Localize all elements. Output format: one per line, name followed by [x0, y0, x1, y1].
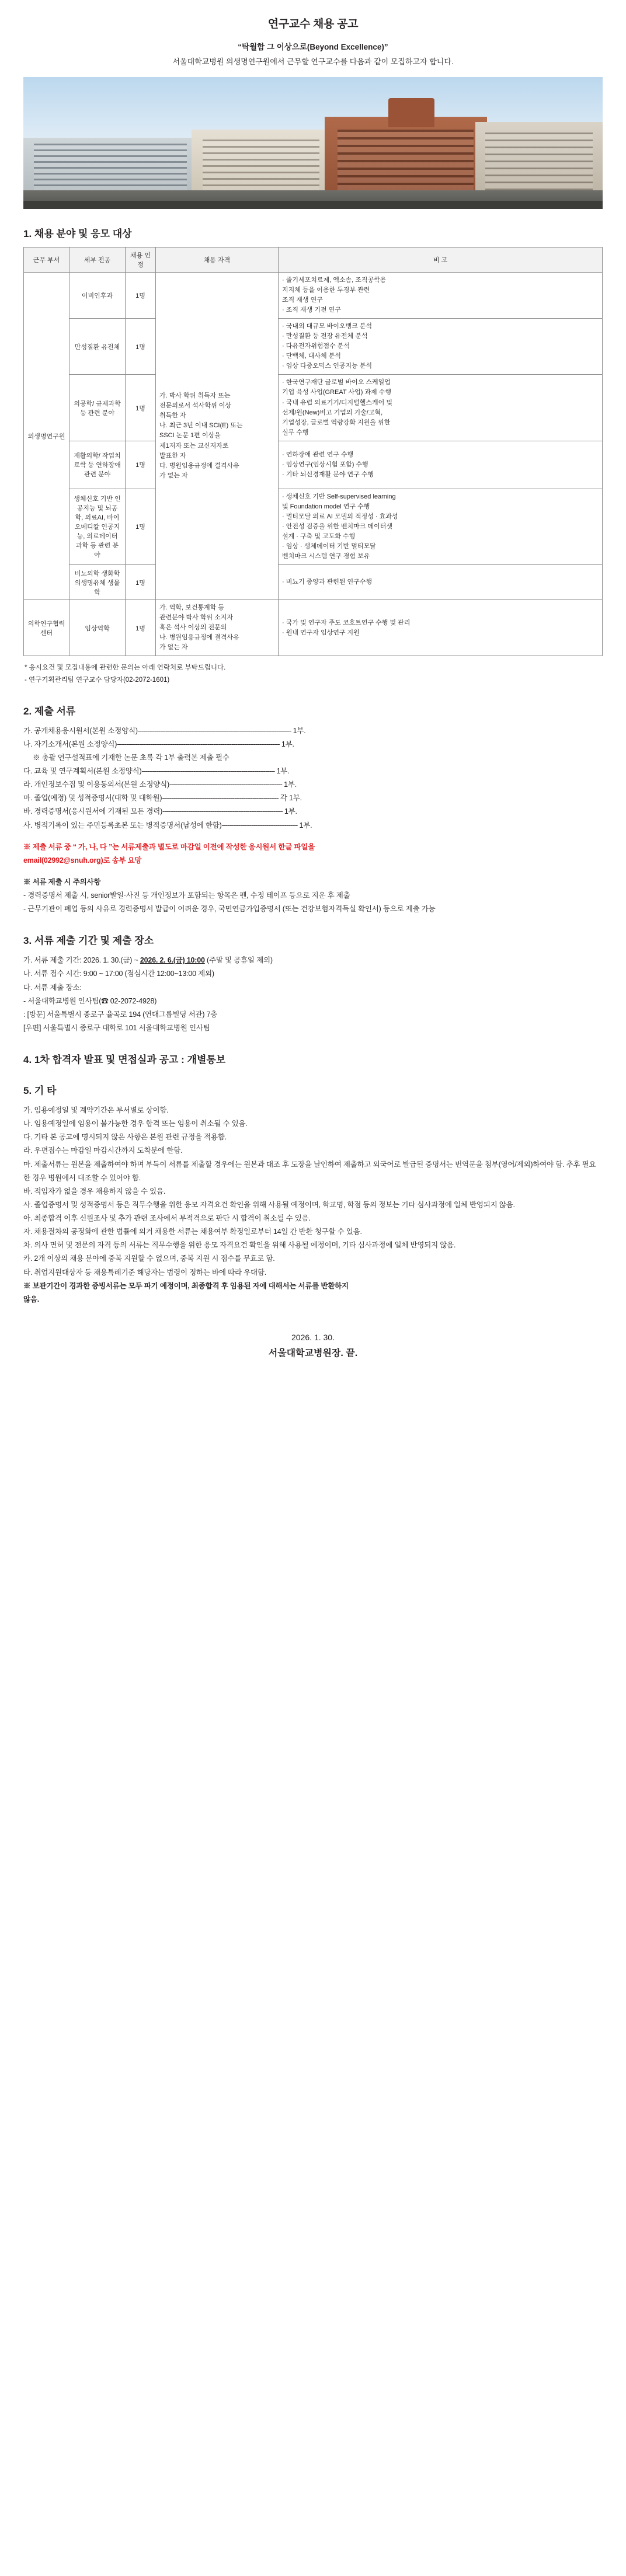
table-header-row	[24, 248, 603, 273]
note-line: · 만성질환 등 전장 유전체 분석	[282, 333, 368, 340]
qual-line: 혹은 석사 이상의 전문의	[159, 624, 227, 632]
table-row	[24, 273, 603, 319]
cell-count: 1명	[126, 489, 156, 564]
other-item: 자. 채용절차의 공정화에 관한 법률에 의거 채용한 서류는 채용여부 확정일로부터 14일 간 반환 청구할 수 있음.	[23, 1228, 362, 1236]
cell-major: 만성질환 유전체	[69, 319, 126, 375]
place-hr-team: - 서울대학교병원 인사팀(☎ 02-2072-4928)	[23, 996, 157, 1005]
doc-item-text: 나. 자기소개서(본원 소정양식)	[23, 740, 117, 748]
receipt-time-line: 나. 서류 접수 시간: 9:00 ~ 17:00 (점심시간 12:00~13:00 제외)	[23, 970, 214, 978]
doc-item-text: 다. 교육 및 연구계획서(본원 소정양식)	[23, 767, 142, 776]
cell-major: 생체신호 기반 인공지능 및 뇌공학, 의료AI, 바이오메디칼 인공지능, 의료데이터 과학 등 관련 분야	[69, 489, 126, 564]
note-line: · 기타 뇌신경재활 분야 연구 수행	[282, 470, 374, 478]
other-warning-line: 않음.	[23, 1295, 40, 1303]
note-line: 실무 수행	[282, 428, 309, 436]
qual-line: 가 없는 자	[159, 472, 188, 479]
doc-item-dots: ---------------------------------------------------------------	[162, 794, 279, 803]
building-tower	[388, 98, 434, 127]
doc-item-dots: ----------------------------------------------------------------------------------------	[117, 740, 280, 748]
document-item	[23, 792, 603, 805]
other-item: 가. 임용예정일 및 계약기간은 부서별로 상이함.	[23, 1106, 169, 1115]
document-item	[23, 819, 603, 832]
note-line: · 생체신호 기반 Self-supervised learning	[282, 493, 396, 500]
note-line: · 멀티모달 의료 AI 모델의 적정성 · 효과성	[282, 513, 398, 520]
note-line: 기업 육성 사업(GREAT 사업) 과제 수행	[282, 389, 391, 396]
cell-notes	[279, 375, 603, 441]
qual-line: 나. 최근 3년 이내 SCI(E) 또는	[159, 422, 243, 430]
submission-note: - 경력증명서 제출 시, senior발일·사진 등 개인정보가 포함되는 항목은 펜, 수정 테이프 등으로 지운 후 제출	[23, 891, 350, 900]
note-line: · 임상 · 생체데이터 기반 멀티모달	[282, 542, 376, 550]
doc-item-tail: 1부.	[299, 821, 312, 829]
other-item: 사. 졸업증명서 및 성적증명서 등은 직무수행을 위한 응모 자격요건 확인을 위해 사용될 예정이며, 학교명, 학점 등의 정보는 기타 심사과정에 일체 반영되지 않음.	[23, 1200, 515, 1209]
cell-notes	[279, 273, 603, 319]
campus-panorama-photo	[23, 77, 603, 209]
cell-notes	[279, 565, 603, 600]
submission-highlight-email: email(02992@snuh.org)로 송부 요망	[23, 856, 142, 865]
note-line: 및 Foundation model 연구 수행	[282, 503, 370, 510]
other-warning-line: ※ 보관기간이 경과한 증빙서류는 모두 파기 예정이며, 최종합격 후 임용된 자에 대해서는 서류를 반환하지	[23, 1281, 349, 1290]
qual-line: 취득한 자	[159, 412, 186, 420]
doc-item-tail: 1부.	[284, 807, 297, 816]
table-row	[24, 489, 603, 564]
document-item	[23, 738, 603, 751]
doc-item-tail: 1부.	[293, 726, 306, 735]
note-line: 선제/원(New)비고 기업의 기술/고혁,	[282, 409, 383, 416]
submission-note: - 근무기관이 폐업 등의 사유로 경력증명서 발급이 어려운 경우, 국민연금가입증명서 (또는 건강보험자격득실 확인서) 등으로 제출 가능	[23, 905, 436, 914]
qual-line: 가 없는 자	[159, 644, 188, 651]
col-department: 근무 부서	[24, 248, 69, 273]
cell-notes	[279, 600, 603, 656]
qual-line: 관련분야 박사 학위 소지자	[159, 614, 234, 622]
place-label: 다. 서류 제출 장소:	[23, 983, 82, 992]
period-line	[23, 954, 603, 967]
page-subtitle-slogan: “탁월함 그 이상으로(Beyond Excellence)”	[238, 43, 388, 51]
doc-item-tail: 1부.	[281, 740, 294, 748]
doc-item-text: 바. 경력증명서(응시원서에 기재된 모든 경력)	[23, 807, 163, 816]
qual-line: 전문의로서 석사학위 이상	[159, 402, 231, 410]
doc-item-dots: -----------------------------------------------------------------	[162, 807, 283, 816]
section-3-heading: 3. 서류 제출 기간 및 제출 장소	[23, 935, 154, 947]
other-item: 라. 우편접수는 마감일 마감시간까지 도착분에 한함.	[23, 1146, 183, 1155]
cell-count: 1명	[126, 441, 156, 489]
col-notes: 비 고	[279, 248, 603, 273]
road-region	[23, 201, 603, 209]
cell-notes	[279, 441, 603, 489]
page-title: 연구교수 채용 공고	[267, 18, 359, 30]
qual-line: 나. 병원임용규정에 결격사유	[159, 634, 239, 642]
note-line: 지지체 등을 이용한 두경부 관련	[282, 287, 370, 294]
note-line: · 원내 연구자 임상연구 지원	[282, 629, 360, 636]
other-item: 타. 취업지원대상자 등 채용특례기준 해당자는 법령이 정하는 바에 따라 우대함.	[23, 1268, 267, 1277]
qual-line: 가. 박사 학위 취득자 또는	[159, 392, 231, 400]
section-4-heading: 4. 1차 합격자 발표 및 면접실과 공고 : 개별통보	[23, 1054, 226, 1066]
note-line: · 국내 유럽 의료기기/디지털헬스케어 및	[282, 399, 392, 406]
other-item: 마. 제출서류는 원본을 제출하여야 하며 부득이 서류를 제출할 경우에는 원본과 대조 후 도장을 날인하여 제출하고 외국어로 발급된 증명서는 번역문을 첨부(영어/제외)하여야 함. 추후 필요한 경우 병원에서 대조할 수 있어야 함.	[23, 1160, 596, 1182]
note-line: 설계 · 구축 및 고도화 수행	[282, 532, 356, 540]
note-line: · 국내외 대규모 바이오뱅크 분석	[282, 323, 373, 330]
qual-line: 가. 역학, 보건통계학 등	[159, 604, 224, 612]
submission-notes-heading: ※ 서류 제출 시 주의사항	[23, 877, 101, 886]
note-line: · 다유전자위험점수 분석	[282, 343, 350, 350]
cell-count: 1명	[126, 375, 156, 441]
cell-major: 비뇨의학 생화학 의생명유체 생물학	[69, 565, 126, 600]
cell-qualification-main	[156, 273, 279, 600]
section-1-footnotes	[25, 662, 603, 686]
cell-major: 임상역학	[69, 600, 126, 656]
document-item	[23, 765, 603, 778]
cell-notes	[279, 489, 603, 564]
other-item: 아. 최종합격 이후 신원조사 및 추가 관련 조사에서 부적격으로 판단 시 합격이 취소될 수 있음.	[23, 1214, 311, 1223]
section-5-body	[23, 1104, 603, 1306]
period-pre: 가. 서류 제출 기간: 2026. 1. 30.(금) ~	[23, 956, 140, 965]
col-major: 세부 전공	[69, 248, 126, 273]
cell-count: 1명	[126, 319, 156, 375]
cell-notes	[279, 319, 603, 375]
section-3-body	[23, 954, 603, 1035]
other-item: 다. 기타 본 공고에 명시되지 않은 사항은 본원 관련 규정을 적용함.	[23, 1133, 227, 1142]
submission-highlight-line: ※ 제출 서류 중 “ 가, 나, 다 ”는 서류제출과 별도로 마감일 이전에 작성한 응시원서 한글 파일을	[23, 842, 315, 851]
other-item: 차. 의사 면허 및 전문의 자격 등의 서류는 직무수행을 위한 응모 자격요건 확인을 위해 사용될 예정이며, 기타 심사과정에 일체 반영되지 않음.	[23, 1241, 456, 1250]
note-line: · 임상 다중오믹스 인공지능 분석	[282, 362, 373, 370]
other-item: 나. 임용예정일에 임용이 불가능한 경우 합격 또는 임용이 취소될 수 있음.	[23, 1120, 248, 1128]
cell-department-second: 의학연구협력센터	[24, 600, 69, 656]
period-post: (주말 및 공휴일 제외)	[204, 956, 273, 965]
cell-count: 1명	[126, 273, 156, 319]
cell-major: 이비인후과	[69, 273, 126, 319]
document-item	[23, 805, 603, 818]
qual-line: 발표한 자	[159, 452, 186, 459]
table-row	[24, 375, 603, 441]
doc-item-text: 마. 졸업(예정) 및 성적증명서(대학 및 대학원)	[23, 794, 162, 803]
note-line: · 단백체, 대사체 분석	[282, 353, 341, 360]
document-item	[23, 778, 603, 792]
table-row	[24, 441, 603, 489]
doc-item-tail: 각 1부.	[280, 794, 302, 803]
doc-item-text: 가. 공개채용응시원서(본원 소정양식)	[23, 726, 138, 735]
section-1-heading: 1. 채용 분야 및 응모 대상	[23, 228, 132, 239]
note-line: 조직 재생 연구	[282, 297, 323, 304]
document-item	[23, 724, 603, 738]
qual-line: SSCI 논문 1편 이상을	[159, 432, 221, 440]
page-subtitle-description: 서울대학교병원 의생명연구원에서 근무할 연구교수를 다음과 같이 모집하고자 합니다.	[172, 57, 454, 66]
note-line: · 임상연구(임상시험 포함) 수행	[282, 461, 368, 468]
cell-qualification-second	[156, 600, 279, 656]
other-item: 바. 적임자가 없을 경우 채용하지 않을 수 있음.	[23, 1187, 166, 1195]
cell-major: 의공학/ 규제과학 등 관련 분야	[69, 375, 126, 441]
recruitment-table	[23, 247, 603, 656]
note-line: 벤치마크 시스템 연구 경험 보유	[282, 552, 370, 560]
footer-signature: 서울대학교병원장. 끝.	[268, 1348, 358, 1359]
note-line: · 한국연구재단 글로벌 바이오 스케일업	[282, 379, 391, 386]
note-line: · 비뇨기 종양과 관련된 연구수행	[282, 578, 373, 585]
qual-line: 다. 병원임용규정에 결격사유	[159, 462, 239, 469]
col-count: 채용 인정	[126, 248, 156, 273]
doc-item-text: 라. 개인정보수집 및 이용동의서(본원 소정양식)	[23, 780, 169, 789]
doc-item-dots: -----------------------------------------	[221, 821, 298, 829]
document-footer	[23, 1330, 603, 1363]
table-row	[24, 319, 603, 375]
footnote-line: * 응시요건 및 모집내용에 관련한 문의는 아래 연락처로 부탁드립니다.	[25, 664, 226, 672]
note-line: · 안전성 검증을 위한 벤치마크 데이터셋	[282, 522, 392, 530]
note-line: · 연하장애 관련 연구 수행	[282, 451, 354, 458]
note-line: · 국가 및 연구자 주도 코호트연구 수행 및 관리	[282, 619, 411, 626]
note-line: 기업성장, 글로벌 역량강화 지원을 위한	[282, 419, 391, 426]
cell-count: 1명	[126, 565, 156, 600]
qual-line: 제1저자 또는 교신저자로	[159, 442, 229, 449]
table-row	[24, 565, 603, 600]
section-2-heading: 2. 제출 서류	[23, 705, 76, 717]
doc-item-dots: -----------------------------------------------------------------------------------	[137, 726, 291, 735]
section-5-heading: 5. 기 타	[23, 1085, 57, 1097]
table-row	[24, 600, 603, 656]
note-line: · 조직 재생 기전 연구	[282, 306, 341, 314]
cell-major: 재활의학/ 작업치료학 등 연하장애 관련 분야	[69, 441, 126, 489]
doc-item-tail: 1부.	[284, 780, 297, 789]
cell-department-main: 의생명연구원	[24, 273, 69, 600]
doc-item-dots: -------------------------------------------------------------	[169, 780, 282, 789]
footnote-line: - 연구기획관리팀 연구교수 담당자(02-2072-1601)	[25, 676, 170, 684]
doc-item-text: 사. 병적기록이 있는 주민등록초본 또는 병적증명서(남성에 한함)	[23, 821, 222, 829]
other-item: 카. 2개 이상의 채용 분야에 중복 지원할 수 없으며, 중복 지원 시 접수를 무효로 함.	[23, 1254, 275, 1263]
document-item-note: ※ 총괄 연구설적표에 기재한 논문 초록 각 1부 출력본 제출 필수	[33, 753, 229, 762]
doc-item-dots: ------------------------------------------------------------------------	[141, 767, 275, 776]
place-mail-address: [우편] 서울특별시 종로구 대학로 101 서울대학교병원 인사팀	[23, 1023, 210, 1032]
note-line: · 줄기세포치료제, 엑소솜, 조직공학용	[282, 277, 387, 284]
doc-item-tail: 1부.	[276, 767, 290, 776]
cell-count: 1명	[126, 600, 156, 656]
period-deadline: 2026. 2. 6.(금) 10:00	[140, 956, 205, 965]
place-visit-address: : [방문] 서울특별시 종로구 율곡로 194 (연대그룹빌딩 서관) 7층	[23, 1010, 218, 1019]
footer-date: 2026. 1. 30.	[291, 1332, 335, 1342]
section-2-body	[23, 724, 603, 916]
col-qualification: 채용 자격	[156, 248, 279, 273]
